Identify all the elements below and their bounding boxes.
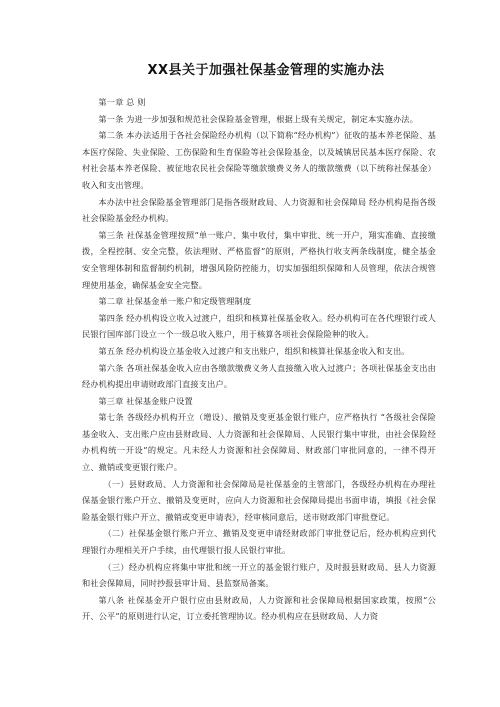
sub-clause-paragraph: （三）经办机构应将集中审批和统一开立的基金银行账户，及时报县财政局、县人力资源和社会保障局，同时抄报县审计局、县监察局备案。 [82,561,436,589]
article-paragraph: 第三条 社保基金管理按照“单一账户、集中收付，集中审批、统一开户，翔实准确、直接缴拨，全程控制、安全完整，依法理财、严格监督”的原则，严格执行收支两条线制度，健全基金安全管理体制和监督制约机制，增强风险防控能力，切实加强组织保障和人员管理，依法合规管理使用基金，确保基金安全完整。 [82,229,436,290]
chapter-heading: 第二章 社保基金单一账户和定级管理制度 [98,296,252,307]
article-paragraph: 第二条 本办法适用于各社会保险经办机构（以下简称“经办机构”）征收的基本养老保险、基本医疗保险、失业保险、工伤保险和生育保险等社会保险基金，以及城镇居民基本医疗保险、农村社会基本养老保险、被征地农民社会保险等缴款缴费义务人的缴款缴费（以下统称社保基金）收入和支出管理。 [82,130,436,190]
sub-clause-paragraph: （二）社保基金银行账户开立、撤销及变更申请经财政部门审批登记后，经办机构应到代理银行办理相关开户手续，由代理银行报人民银行审批。 [82,528,436,556]
sub-clause-paragraph: （一）县财政局、人力资源和社会保障局是社保基金的主管部门，各级经办机构在办理社保基金银行账户开立、撤销及变更时，应向人力资源和社会保障局提出书面申请，填报《社会保险基金银行账户开立、撤销或变更申请表》，经审核同意后，送市财政部门审批登记。 [82,478,436,522]
article-paragraph: 第五条 经办机构设立基金收入过渡户和支出账户，组织和核算社保基金收入和支出。 [98,345,410,356]
article-paragraph: 第八条 社保基金开户银行应由县财政局，人力资源和社会保障局根据国家政策，按照“公开、公平”的原则进行认定，订立委托管理协议。经办机构应在县财政局、人力资 [82,594,436,622]
chapter-heading: 第一章 总 则 [98,97,146,107]
article-paragraph: 第四条 经办机构设立收入过渡户，组织和核算社保基金收入。经办机构可在各代理银行或人民银行国库部门设立一个一级总收入账户，用于核算各项社会保险险种的收入。 [82,312,436,340]
article-paragraph: 第七条 各级经办机构开立（增设）、撤销及变更基金银行账户，应严格执行 “各级社会保险基金收入、支出账户应由县财政局、人力资源和社会保障局、人民银行集中审批，由社会保险经办机构统一开设”的规定。凡未经人力资源和社会保障局、财政部门审批同意的，一律不得开立、撤销或变更银行账户。 [82,412,436,473]
document-title: XX县关于加强社保基金管理的实施办法 [147,63,385,78]
chapter-heading: 第三章 社保基金账户设置 [98,395,193,406]
article-paragraph: 本办法中社会保险基金管理部门是指各级财政局、人力资源和社会保障局 经办机构是指各级社会保险基金经办机构。 [82,196,436,224]
article-paragraph: 第一条 为进一步加强和规范社会保险基金管理，根据上级有关规定，制定本实施办法。 [98,113,418,124]
article-paragraph: 第六条 各项社保基金收入应由各缴款缴费义务人直接缴入收入过渡户；各项社保基金支出由经办机构提出申请财政部门直接支出户。 [82,362,436,390]
